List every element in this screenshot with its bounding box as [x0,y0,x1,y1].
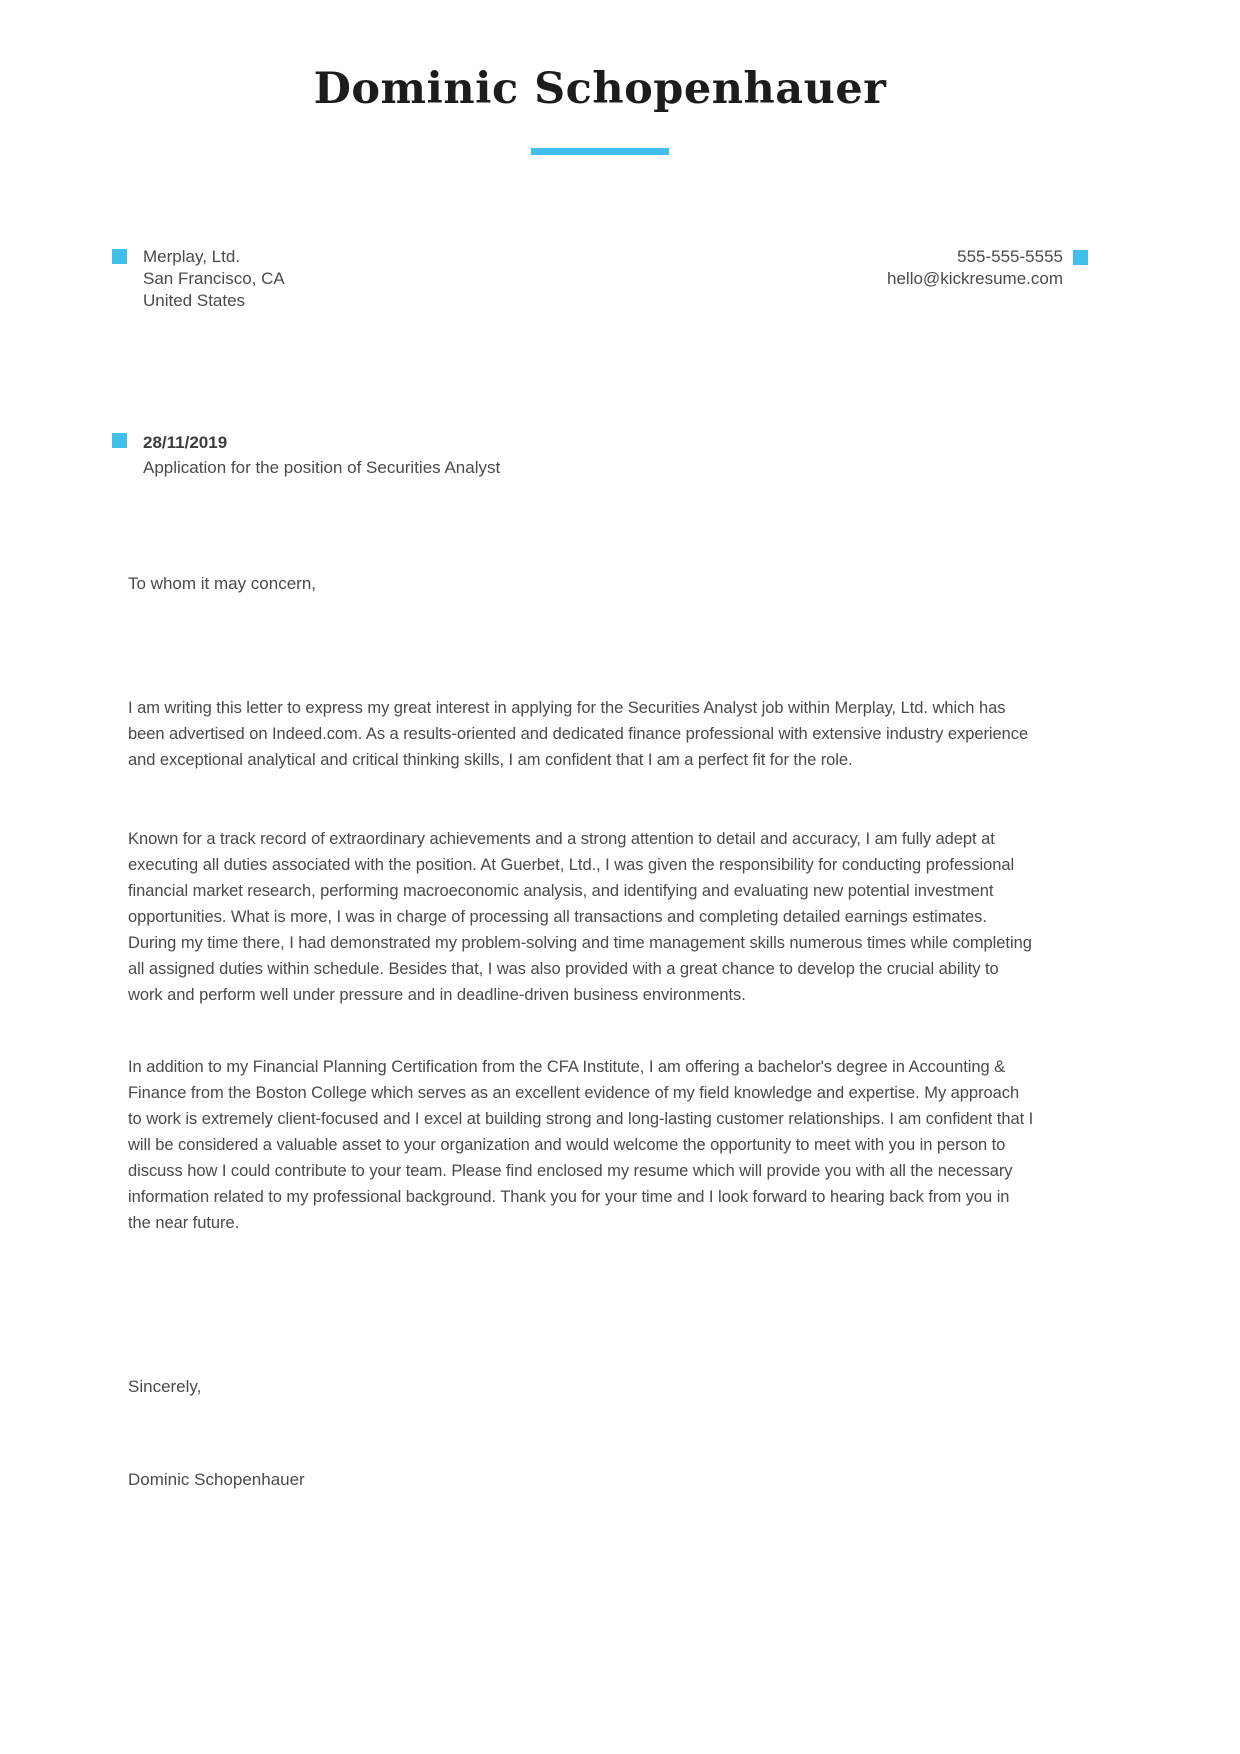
recipient-city: San Francisco, CA [143,269,285,288]
phone-number: 555-555-5555 [957,247,1063,266]
accent-square-icon [112,433,127,448]
signature-name: Dominic Schopenhauer [128,1470,305,1489]
accent-underline [531,148,669,155]
accent-square-icon [112,249,127,264]
date-subject-text [143,430,500,480]
subject-line: Application for the position of Securities Analyst [143,458,501,477]
greeting: To whom it may concern, [128,574,317,593]
body-paragraph: Known for a track record of extraordinary achievements and a strong attention to detail and accuracy, I am fully adept at executing all duties associated with the position. At Guerbet, Ltd., I was given the responsibility for conducting professional financial market research, performing macroeconomic analysis, and identifying and evaluating new potential investment opportunities. What is more, I was in charge of processing all transactions and completing detailed earnings estimates. During my time there, I had demonstrated my problem-solving and time management skills numerous times while completing all assigned duties within schedule. Besides that, I was also provided with a great chance to develop the crucial ability to work and perform well under pressure and in deadline-driven business environments. [128,830,1032,1004]
recipient-company: Merplay, Ltd. [143,247,241,266]
recipient-country: United States [143,291,246,310]
recipient-block [112,246,285,312]
applicant-name: Dominic Schopenhauer [313,64,887,114]
accent-square-icon [1073,250,1088,265]
sender-contact-block [887,246,1088,290]
recipient-address [143,246,285,312]
closing-salutation: Sincerely, [128,1377,202,1396]
contact-section [112,246,1088,312]
date-subject-block [112,430,500,480]
email-address: hello@kickresume.com [887,269,1063,288]
body-paragraph: I am writing this letter to express my great interest in applying for the Securities Analyst job within Merplay, Ltd. which has been advertised on Indeed.com. As a results-oriented and dedicated finance professional with extensive industry experience and exceptional analytical and critical thinking skills, I am confident that I am a perfect fit for the role. [128,699,1029,769]
body-paragraph: In addition to my Financial Planning Certification from the CFA Institute, I am offering a bachelor's degree in Accounting & Finance from the Boston College which serves as an excellent evidence of my field knowledge and expertise. My approach to work is extremely client-focused and I excel at building strong and long-lasting customer relationships. I am confident that I will be considered a valuable asset to your organization and would welcome the opportunity to meet with you in person to discuss how I could contribute to your team. Please find enclosed my resume which will provide you with all the necessary information related to my professional background. Thank you for your time and I look forward to hearing back from you in the near future. [128,1058,1034,1232]
phone-line [887,246,1088,268]
date-label: 28/11/2019 [143,433,228,452]
